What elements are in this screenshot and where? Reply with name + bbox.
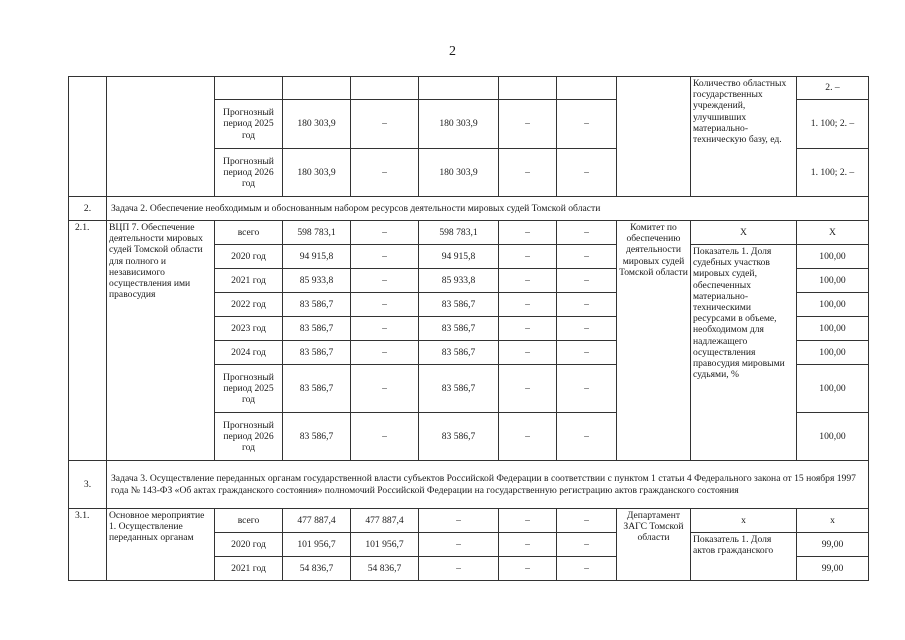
indicator-value: 100,00	[797, 413, 869, 461]
indicator-value: 99,00	[797, 557, 869, 581]
indicator-text: Количество областных государственных учреждений, улучшивших материально-техническую базу, ед.	[691, 77, 797, 197]
total-cell: 101 956,7	[283, 533, 351, 557]
federal-cell: –	[351, 317, 419, 341]
federal-cell: –	[351, 245, 419, 269]
indicator-value: 99,00	[797, 533, 869, 557]
local-cell: –	[499, 221, 557, 245]
item-name: ВЦП 7. Обеспечение деятельности мировых судей Томской области для полного и независимого осуществления ими правосудия	[107, 221, 215, 461]
local-cell: –	[499, 293, 557, 317]
local-cell: –	[499, 533, 557, 557]
regional-cell: –	[419, 557, 499, 581]
indicator-text: Показатель 1. Доля актов гражданского	[691, 533, 797, 581]
indicator-value: 2. –	[797, 77, 869, 100]
item-number: 3.1.	[69, 509, 107, 581]
regional-cell: 94 915,8	[419, 245, 499, 269]
program-table	[68, 76, 869, 581]
federal-cell: –	[351, 100, 419, 149]
indicator-value: 100,00	[797, 317, 869, 341]
indicator-value: 100,00	[797, 293, 869, 317]
value-header: х	[797, 509, 869, 533]
local-cell: –	[499, 100, 557, 149]
indicator-header: Х	[691, 221, 797, 245]
total-cell: 83 586,7	[283, 317, 351, 341]
local-cell: –	[499, 149, 557, 197]
period-cell: Прогнозный период 2025 год	[215, 100, 283, 149]
extra-cell: –	[557, 365, 617, 413]
table-row	[69, 509, 869, 533]
task-row	[69, 461, 869, 509]
task-row	[69, 197, 869, 221]
task-title: Задача 2. Обеспечение необходимым и обоснованным набором ресурсов деятельности мировых судей Томской области	[107, 197, 869, 221]
task-number: 3.	[69, 461, 107, 509]
total-cell: 180 303,9	[283, 149, 351, 197]
table-row	[69, 221, 869, 245]
indicator-value: 100,00	[797, 269, 869, 293]
total-cell: 477 887,4	[283, 509, 351, 533]
extra-cell: –	[557, 341, 617, 365]
period-cell: всего	[215, 509, 283, 533]
regional-cell: 85 933,8	[419, 269, 499, 293]
item-number: 2.1.	[69, 221, 107, 461]
regional-cell: 83 586,7	[419, 341, 499, 365]
indicator-value: 100,00	[797, 245, 869, 269]
regional-cell: 180 303,9	[419, 149, 499, 197]
local-cell: –	[499, 413, 557, 461]
period-cell: 2020 год	[215, 245, 283, 269]
period-cell: 2021 год	[215, 269, 283, 293]
regional-cell: 598 783,1	[419, 221, 499, 245]
regional-cell: 83 586,7	[419, 293, 499, 317]
extra-cell: –	[557, 413, 617, 461]
indicator-value: 100,00	[797, 341, 869, 365]
period-cell: 2024 год	[215, 341, 283, 365]
federal-cell: 477 887,4	[351, 509, 419, 533]
extra-cell: –	[557, 245, 617, 269]
total-cell: 94 915,8	[283, 245, 351, 269]
extra-cell: –	[557, 100, 617, 149]
period-cell: 2023 год	[215, 317, 283, 341]
item-name: Основное мероприятие 1. Осуществление переданных органам	[107, 509, 215, 581]
extra-cell: –	[557, 293, 617, 317]
task-title: Задача 3. Осуществление переданных органам государственной власти субъектов Российской Федерации в соответствии с пунктом 1 статьи 4 Федерального закона от 15 ноября 1997 года № 143-ФЗ «Об актах гражданского состояния» полномочий Российской Федерации на государственную регистрацию актов гражданского состояния	[107, 461, 869, 509]
extra-cell: –	[557, 269, 617, 293]
federal-cell: –	[351, 365, 419, 413]
executor: Комитет по обеспечению деятельности мировых судей Томской области	[617, 221, 691, 461]
federal-cell: –	[351, 149, 419, 197]
period-cell: Прогнозный период 2025 год	[215, 365, 283, 413]
period-cell: 2021 год	[215, 557, 283, 581]
local-cell: –	[499, 557, 557, 581]
period-cell: 2020 год	[215, 533, 283, 557]
indicator-text: Показатель 1. Доля судебных участков мировых судей, обеспеченных материально-техническими ресурсами в объеме, необходимом для надлежащего осуществления правосудия мировыми судьями, %	[691, 245, 797, 461]
table-row	[69, 77, 869, 100]
total-cell: 598 783,1	[283, 221, 351, 245]
regional-cell: 83 586,7	[419, 317, 499, 341]
regional-cell: –	[419, 509, 499, 533]
local-cell: –	[499, 365, 557, 413]
regional-cell: –	[419, 533, 499, 557]
indicator-value: 100,00	[797, 365, 869, 413]
page-number: 2	[449, 44, 456, 59]
extra-cell: –	[557, 317, 617, 341]
local-cell: –	[499, 341, 557, 365]
total-cell: 54 836,7	[283, 557, 351, 581]
local-cell: –	[499, 509, 557, 533]
total-cell: 85 933,8	[283, 269, 351, 293]
period-cell: 2022 год	[215, 293, 283, 317]
extra-cell: –	[557, 221, 617, 245]
executor: Департамент ЗАГС Томской области	[617, 509, 691, 581]
total-cell: 83 586,7	[283, 365, 351, 413]
total-cell: 83 586,7	[283, 341, 351, 365]
extra-cell: –	[557, 509, 617, 533]
task-number: 2.	[69, 197, 107, 221]
regional-cell: 83 586,7	[419, 365, 499, 413]
indicator-value: 1. 100; 2. –	[797, 149, 869, 197]
local-cell: –	[499, 245, 557, 269]
regional-cell: 83 586,7	[419, 413, 499, 461]
period-cell: Прогнозный период 2026 год	[215, 413, 283, 461]
extra-cell: –	[557, 533, 617, 557]
total-cell: 180 303,9	[283, 100, 351, 149]
federal-cell: –	[351, 293, 419, 317]
period-cell: всего	[215, 221, 283, 245]
extra-cell: –	[557, 149, 617, 197]
value-header: Х	[797, 221, 869, 245]
regional-cell: 180 303,9	[419, 100, 499, 149]
federal-cell: –	[351, 269, 419, 293]
federal-cell: –	[351, 413, 419, 461]
total-cell: 83 586,7	[283, 293, 351, 317]
local-cell: –	[499, 317, 557, 341]
local-cell: –	[499, 269, 557, 293]
total-cell: 83 586,7	[283, 413, 351, 461]
extra-cell: –	[557, 557, 617, 581]
indicator-value: 1. 100; 2. –	[797, 100, 869, 149]
indicator-header: х	[691, 509, 797, 533]
period-cell: Прогнозный период 2026 год	[215, 149, 283, 197]
federal-cell: –	[351, 341, 419, 365]
federal-cell: 54 836,7	[351, 557, 419, 581]
federal-cell: 101 956,7	[351, 533, 419, 557]
federal-cell: –	[351, 221, 419, 245]
